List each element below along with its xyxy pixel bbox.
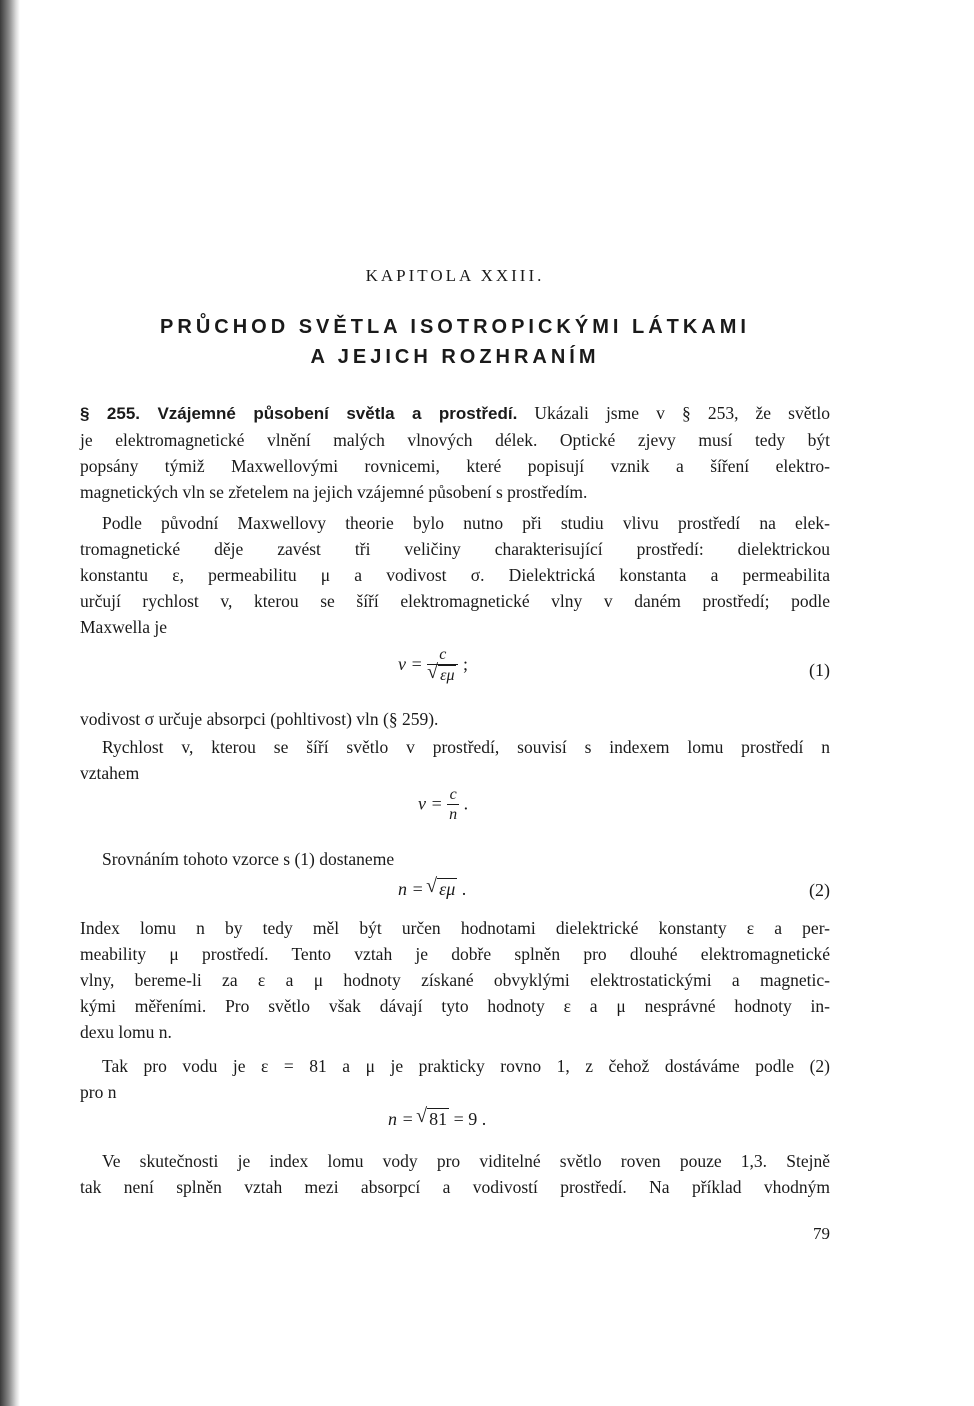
equation-3: n = √ 81 = 9 .: [80, 1106, 830, 1156]
equation-1-number: (1): [809, 660, 830, 680]
paragraph-3: vodivost σ určuje absorpci (pohltivost) vln (§ 259).: [80, 709, 439, 729]
chapter-label: KAPITOLA XXIII.: [365, 266, 545, 285]
equation-2-number: (2): [809, 880, 830, 900]
paragraph-5: Srovnáním tohoto vzorce s (1) dostaneme: [102, 849, 395, 869]
paragraph-7: Tak pro vodu je ε = 81 a μ je prakticky rovno 1, z čehož dostáváme podle (2) pro n: [80, 1056, 830, 1102]
section-heading: § 255. Vzájemné působení světla a prostředí.: [80, 404, 518, 423]
equation-2: n = √ εμ . (2): [80, 876, 830, 926]
chapter-title: [80, 312, 830, 372]
paragraph-6: Index lomu n by tedy měl být určen hodnotami dielektrické konstanty ε a per- meability μ prostředí. Tento vztah je dobře splněn pro dlouhé elektromagnetické vlny, bereme-li za ε a μ hodnoty získané obvyklými elektrostatickými a magnetic- kými měřeními. Pro světlo však dávají tyto hodnoty ε a μ nesprávné hodnoty in- dexu lomu n.: [80, 918, 830, 1042]
paragraph-8: Ve skutečnosti je index lomu vody pro viditelné světlo roven pouze 1,3. Stejně tak není splněn vztah mezi absorpcí a vodivostí prostředí. Na příklad vhodným: [80, 1151, 830, 1197]
paragraph-1: § 255. Vzájemné působení světla a prostředí. Ukázali jsme v § 253, že světlo je elektromagnetické vlnění malých vlnových délek. Optické zjevy musí tedy být popsány týmiž Maxwellovými rovnicemi, které popisují vznik a šíření elektro- magnetických vln se zřetelem na jejich vzájemné působení s prostředím.: [80, 403, 830, 502]
equation-1: v = c √ εμ ; (1): [80, 646, 830, 696]
paragraph-4: Rychlost v, kterou se šíří světlo v prostředí, souvisí s indexem lomu prostředí n vztahem: [80, 737, 830, 783]
book-page: [80, 0, 830, 1406]
chapter-title-line-1: PRŮCHOD SVĚTLA ISOTROPICKÝMI LÁTKAMI: [160, 316, 750, 338]
page-number: 79: [813, 1224, 830, 1243]
equation-velocity: v = $\frac{c}{n}$ .: [418, 786, 469, 823]
paragraph-2: Podle původní Maxwellovy theorie bylo nutno při studiu vlivu prostředí na elek- tromagnetické děje zavést tři veličiny charakterisující prostředí: dielektrickou konstantu ε, permeabilitu μ a vodivost σ. Dielektrická konstanta a permeabilita určují rychlost v, kterou se šíří elektromagnetické vlny v daném prostředí; podle Maxwella je: [80, 513, 830, 637]
binding-shadow: [0, 0, 20, 1406]
chapter-title-line-2: A JEJICH ROZHRANÍM: [310, 346, 600, 368]
